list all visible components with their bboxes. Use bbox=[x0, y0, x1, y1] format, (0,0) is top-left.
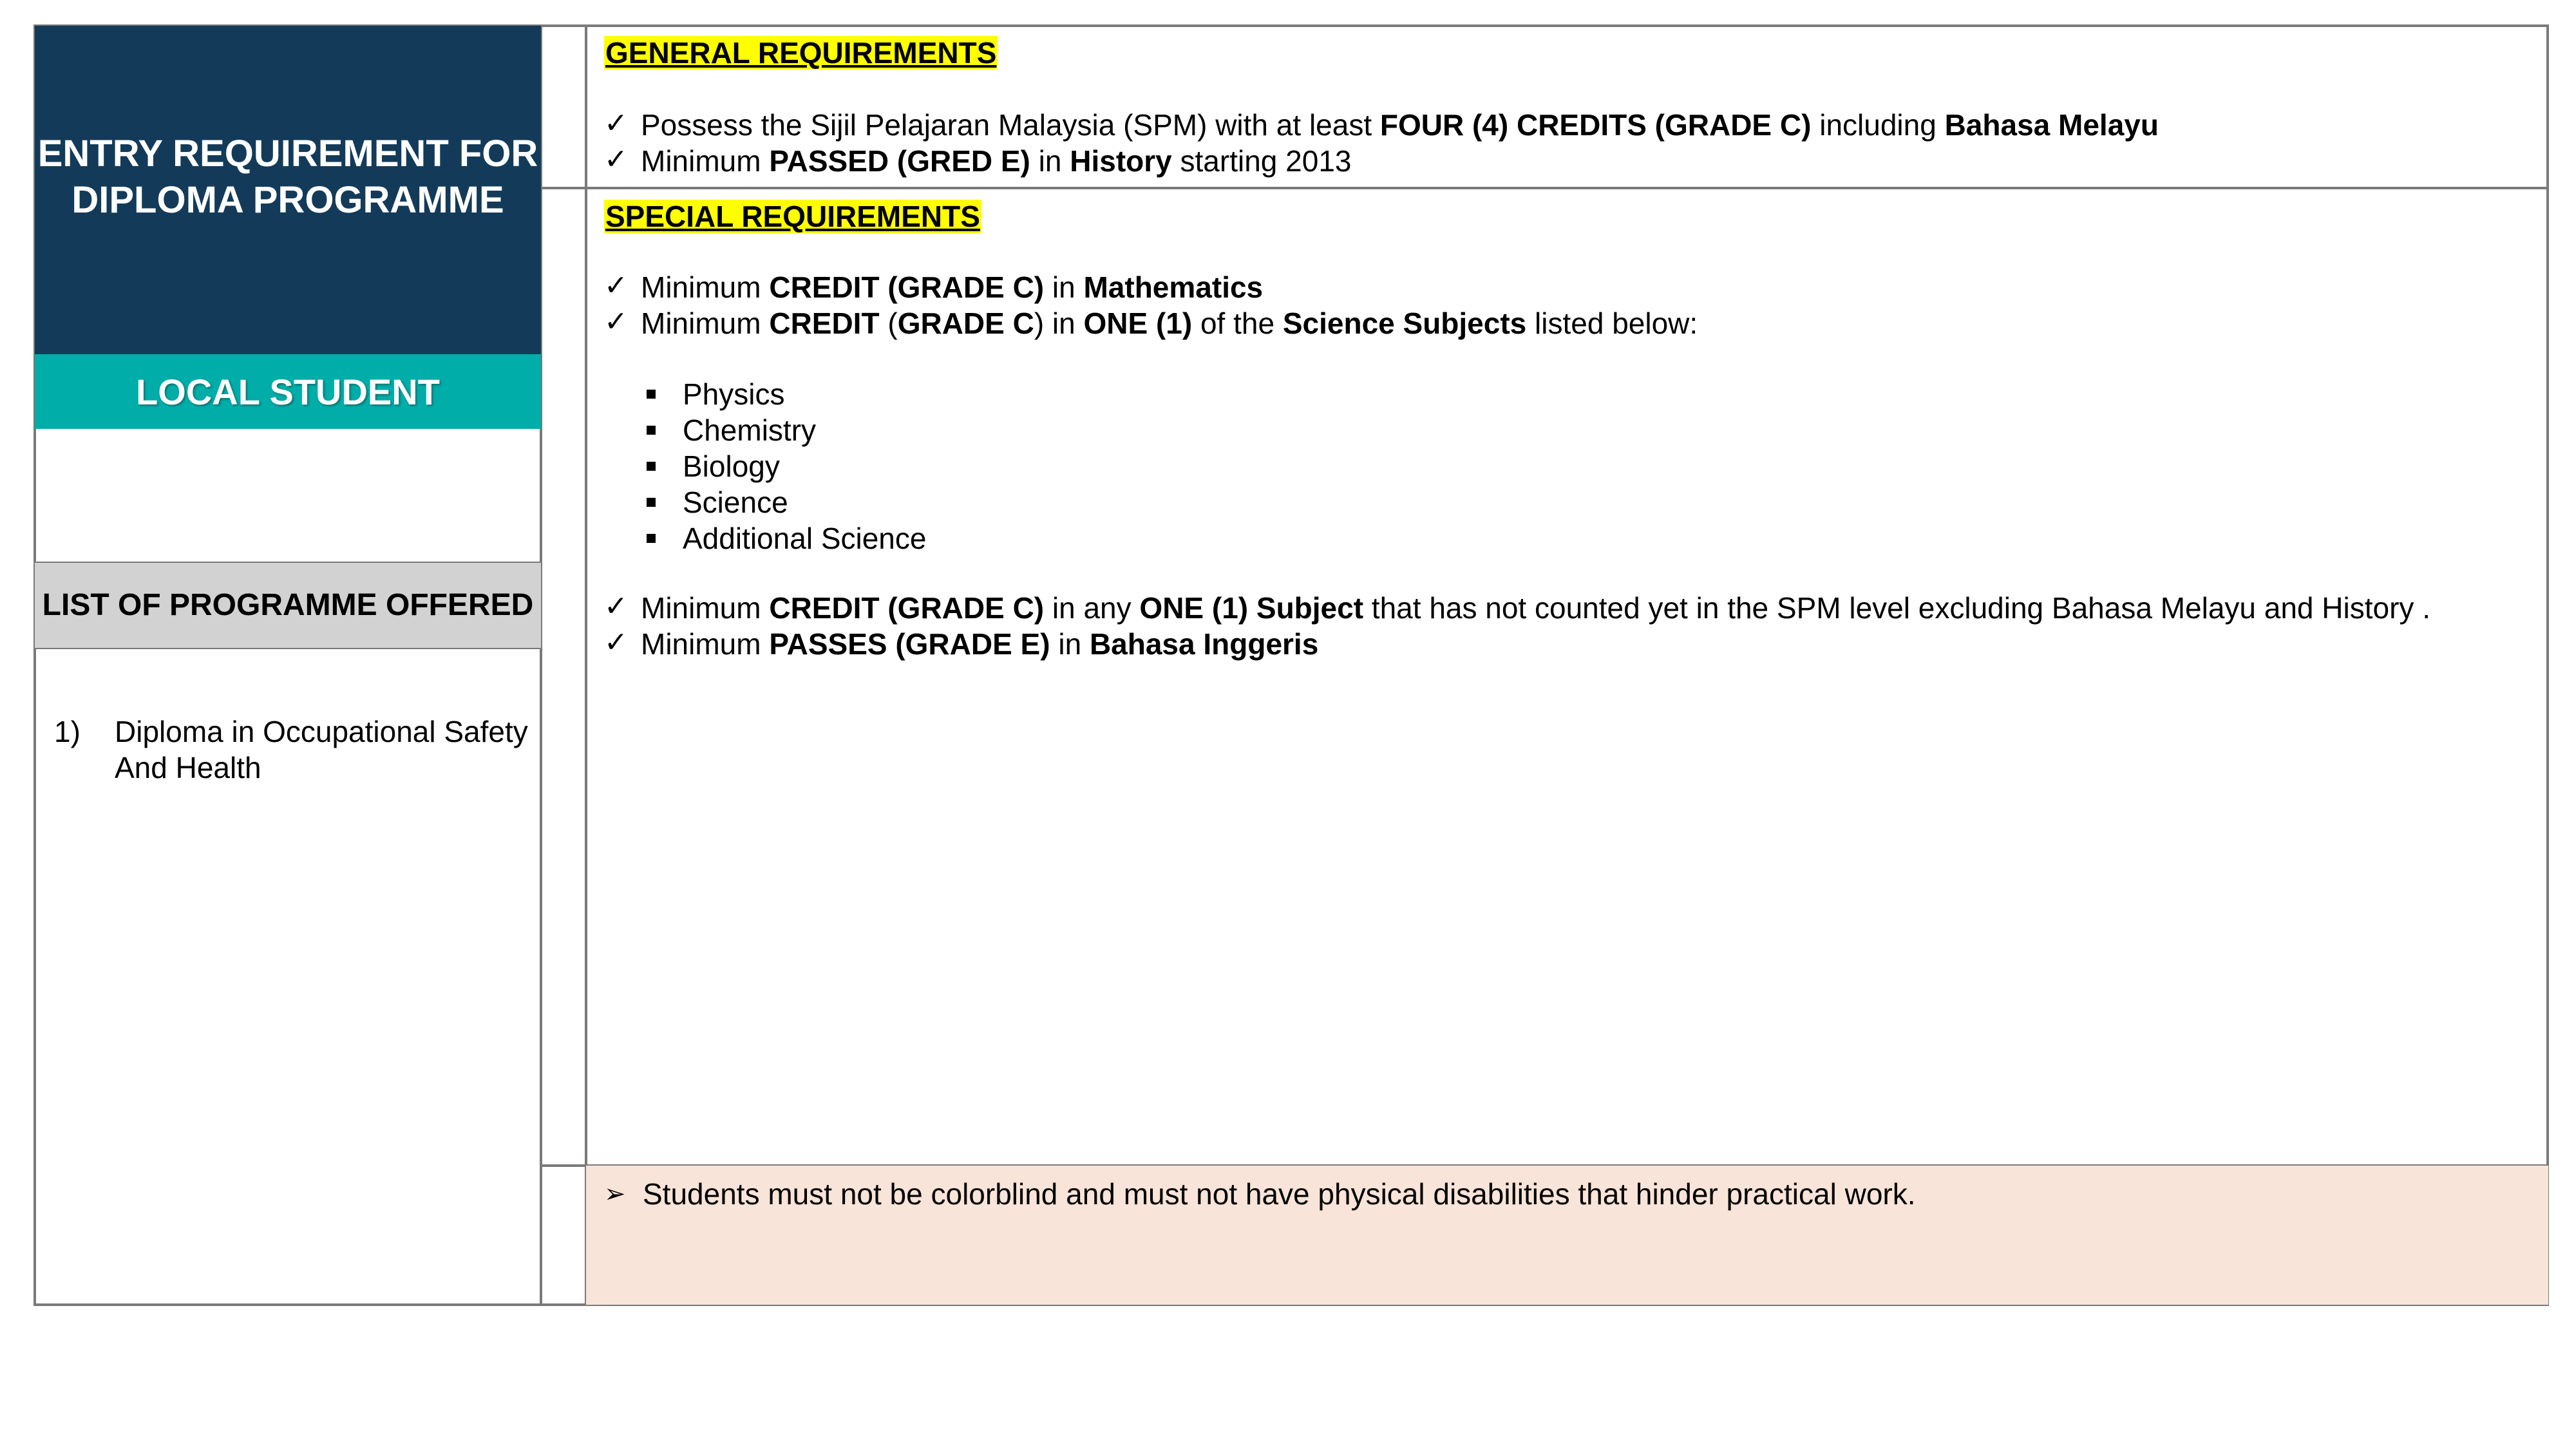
check-icon: ✓ bbox=[604, 306, 628, 337]
check-icon: ✓ bbox=[604, 591, 628, 622]
subject-item: Chemistry bbox=[683, 413, 817, 447]
programme-name: Diploma in Occupational Safety And Health bbox=[115, 715, 528, 784]
general-requirement-2: Minimum PASSED (GRED E) in History starting 2013 bbox=[641, 144, 1352, 178]
arrow-bullet-icon: ➢ bbox=[604, 1180, 626, 1208]
programme-list-item bbox=[54, 714, 531, 786]
general-requirement-1: Possess the Sijil Pelajaran Malaysia (SPM) with at least FOUR (4) CREDITS (GRADE C) including Bahasa Melayu bbox=[641, 108, 2159, 142]
square-bullet-icon bbox=[647, 390, 656, 399]
outer-border-right bbox=[2546, 24, 2549, 1306]
special-requirement-3: Minimum CREDIT (GRADE C) in any ONE (1) Subject that has not counted yet in the SPM level excluding Bahasa Melayu and History . bbox=[641, 591, 2430, 625]
square-bullet-icon bbox=[647, 462, 656, 471]
check-icon: ✓ bbox=[604, 108, 628, 139]
general-row-divider bbox=[540, 187, 2549, 189]
programme-number: 1) bbox=[54, 715, 80, 748]
subject-item: Additional Science bbox=[683, 522, 927, 555]
special-requirement-2: Minimum CREDIT (GRADE C) in ONE (1) of the Science Subjects listed below: bbox=[641, 307, 1698, 340]
square-bullet-icon bbox=[647, 426, 656, 435]
general-requirements-heading: GENERAL REQUIREMENTS bbox=[605, 36, 997, 70]
page-title: ENTRY REQUIREMENT FOR DIPLOMA PROGRAMME bbox=[35, 26, 541, 354]
special-requirement-4: Minimum PASSES (GRADE E) in Bahasa Inggeris bbox=[641, 627, 1319, 661]
subject-item: Science bbox=[683, 486, 788, 519]
special-requirements-heading: SPECIAL REQUIREMENTS bbox=[605, 200, 980, 233]
check-icon: ✓ bbox=[604, 270, 628, 301]
subject-item: Physics bbox=[683, 377, 785, 411]
narrow-column-divider bbox=[585, 24, 587, 1306]
square-bullet-icon bbox=[647, 534, 656, 543]
check-icon: ✓ bbox=[604, 627, 628, 658]
student-type-banner: LOCAL STUDENT bbox=[35, 354, 541, 429]
square-bullet-icon bbox=[647, 498, 656, 507]
note-text: Students must not be colorblind and must not have physical disabilities that hinder practical work. bbox=[643, 1177, 1916, 1211]
check-icon: ✓ bbox=[604, 144, 628, 175]
special-requirement-1: Minimum CREDIT (GRADE C) in Mathematics bbox=[641, 270, 1264, 304]
subject-item: Biology bbox=[683, 450, 780, 483]
programme-list-header: LIST OF PROGRAMME OFFERED bbox=[35, 563, 541, 648]
